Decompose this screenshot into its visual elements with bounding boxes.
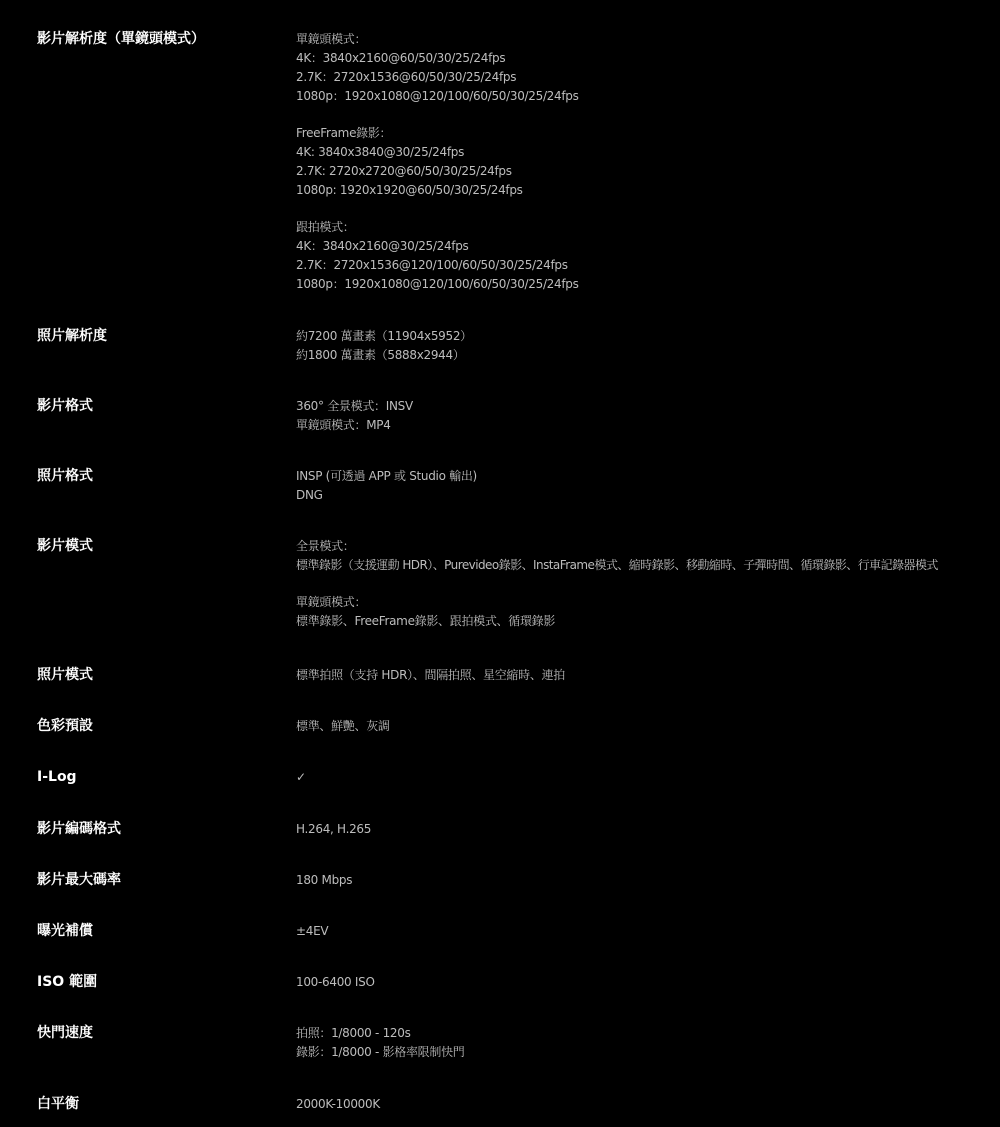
spec-value (296, 717, 1000, 736)
spec-value-line: 4K：3840x2160@30/25/24fps (296, 239, 469, 253)
spec-value (296, 467, 1000, 505)
spec-value-line: DNG (296, 488, 323, 502)
spec-value (296, 922, 1000, 941)
spec-value-line: 標準、鮮艷、灰調 (296, 719, 390, 733)
spec-value-line: 2.7K：2720x1536@60/50/30/25/24fps (296, 70, 517, 84)
spec-label: I-Log (37, 769, 77, 785)
spec-label: 色彩預設 (37, 718, 93, 734)
spec-value (296, 1024, 1000, 1062)
spec-label: 影片解析度（單鏡頭模式） (37, 31, 205, 47)
spec-value-line: 錄影：1/8000 - 影格率限制快門 (296, 1045, 465, 1059)
spec-value-line: 約1800 萬畫素（5888x2944） (296, 348, 465, 362)
spec-label: 快門速度 (37, 1025, 93, 1041)
spec-value-line: 4K：3840x2160@60/50/30/25/24fps (296, 51, 506, 65)
spec-label: ISO 範圍 (37, 974, 98, 990)
spec-label: 影片最大碼率 (37, 872, 121, 888)
spec-label: 照片格式 (37, 468, 93, 484)
spec-value (296, 397, 1000, 435)
spec-value-line: 單鏡頭模式：MP4 (296, 418, 391, 432)
spec-value (296, 871, 1000, 890)
spec-value (296, 327, 1000, 365)
spec-label: 照片模式 (37, 667, 93, 683)
spec-value (296, 537, 1000, 631)
spec-value-line: 100-6400 ISO (296, 975, 375, 989)
spec-value-line: 2.7K：2720x1536@120/100/60/50/30/25/24fps (296, 258, 568, 272)
spec-label: 影片格式 (37, 398, 93, 414)
spec-value-line: 標準錄影、FreeFrame錄影、跟拍模式、循環錄影 (296, 614, 556, 628)
spec-value-line: FreeFrame錄影： (296, 126, 392, 140)
spec-value (296, 973, 1000, 992)
spec-value-line: 180 Mbps (296, 873, 353, 887)
spec-label: 影片模式 (37, 538, 93, 554)
spec-label: 曝光補償 (37, 923, 93, 939)
spec-value-line: 1080p: 1920x1920@60/50/30/25/24fps (296, 183, 523, 197)
spec-value-line: 4K: 3840x3840@30/25/24fps (296, 145, 465, 159)
spec-label: 照片解析度 (37, 328, 107, 344)
spec-value-line: 1080p：1920x1080@120/100/60/50/30/25/24fps (296, 277, 579, 291)
spec-value-line: 360° 全景模式：INSV (296, 399, 413, 413)
spec-value (296, 1095, 1000, 1114)
checkmark-icon: ✓ (296, 770, 306, 784)
spec-value-line: ±4EV (296, 924, 329, 938)
spec-label: 白平衡 (37, 1096, 79, 1112)
spec-value-line: 單鏡頭模式： (296, 595, 367, 609)
spec-value (296, 820, 1000, 839)
spec-value-line: 單鏡頭模式： (296, 32, 367, 46)
spec-value-line: 跟拍模式： (296, 220, 355, 234)
spec-value (296, 30, 1000, 294)
spec-value (296, 666, 1000, 685)
spec-value-line: 全景模式： (296, 539, 355, 553)
group-spacer (296, 106, 1000, 124)
spec-value-line: 2.7K: 2720x2720@60/50/30/25/24fps (296, 164, 512, 178)
spec-value-line: INSP (可透過 APP 或 Studio 輸出) (296, 469, 477, 483)
spec-value-line: 約7200 萬畫素（11904x5952） (296, 329, 472, 343)
spec-value-line: 2000K-10000K (296, 1097, 380, 1111)
spec-value-line: 標準錄影（支援運動 HDR）、Purevideo錄影、InstaFrame模式、縮時錄影、移動縮時、子彈時間、循環錄影、行車記錄器模式 (296, 558, 938, 572)
spec-value (296, 768, 1000, 787)
spec-value-line: 標準拍照（支持 HDR）、間隔拍照、星空縮時、連拍 (296, 668, 565, 682)
spec-value-line: 拍照：1/8000 - 120s (296, 1026, 411, 1040)
spec-value-line: 1080p：1920x1080@120/100/60/50/30/25/24fps (296, 89, 579, 103)
group-spacer (296, 200, 1000, 218)
spec-value-line: H.264, H.265 (296, 822, 372, 836)
group-spacer (296, 575, 1000, 593)
spec-label: 影片編碼格式 (37, 821, 121, 837)
